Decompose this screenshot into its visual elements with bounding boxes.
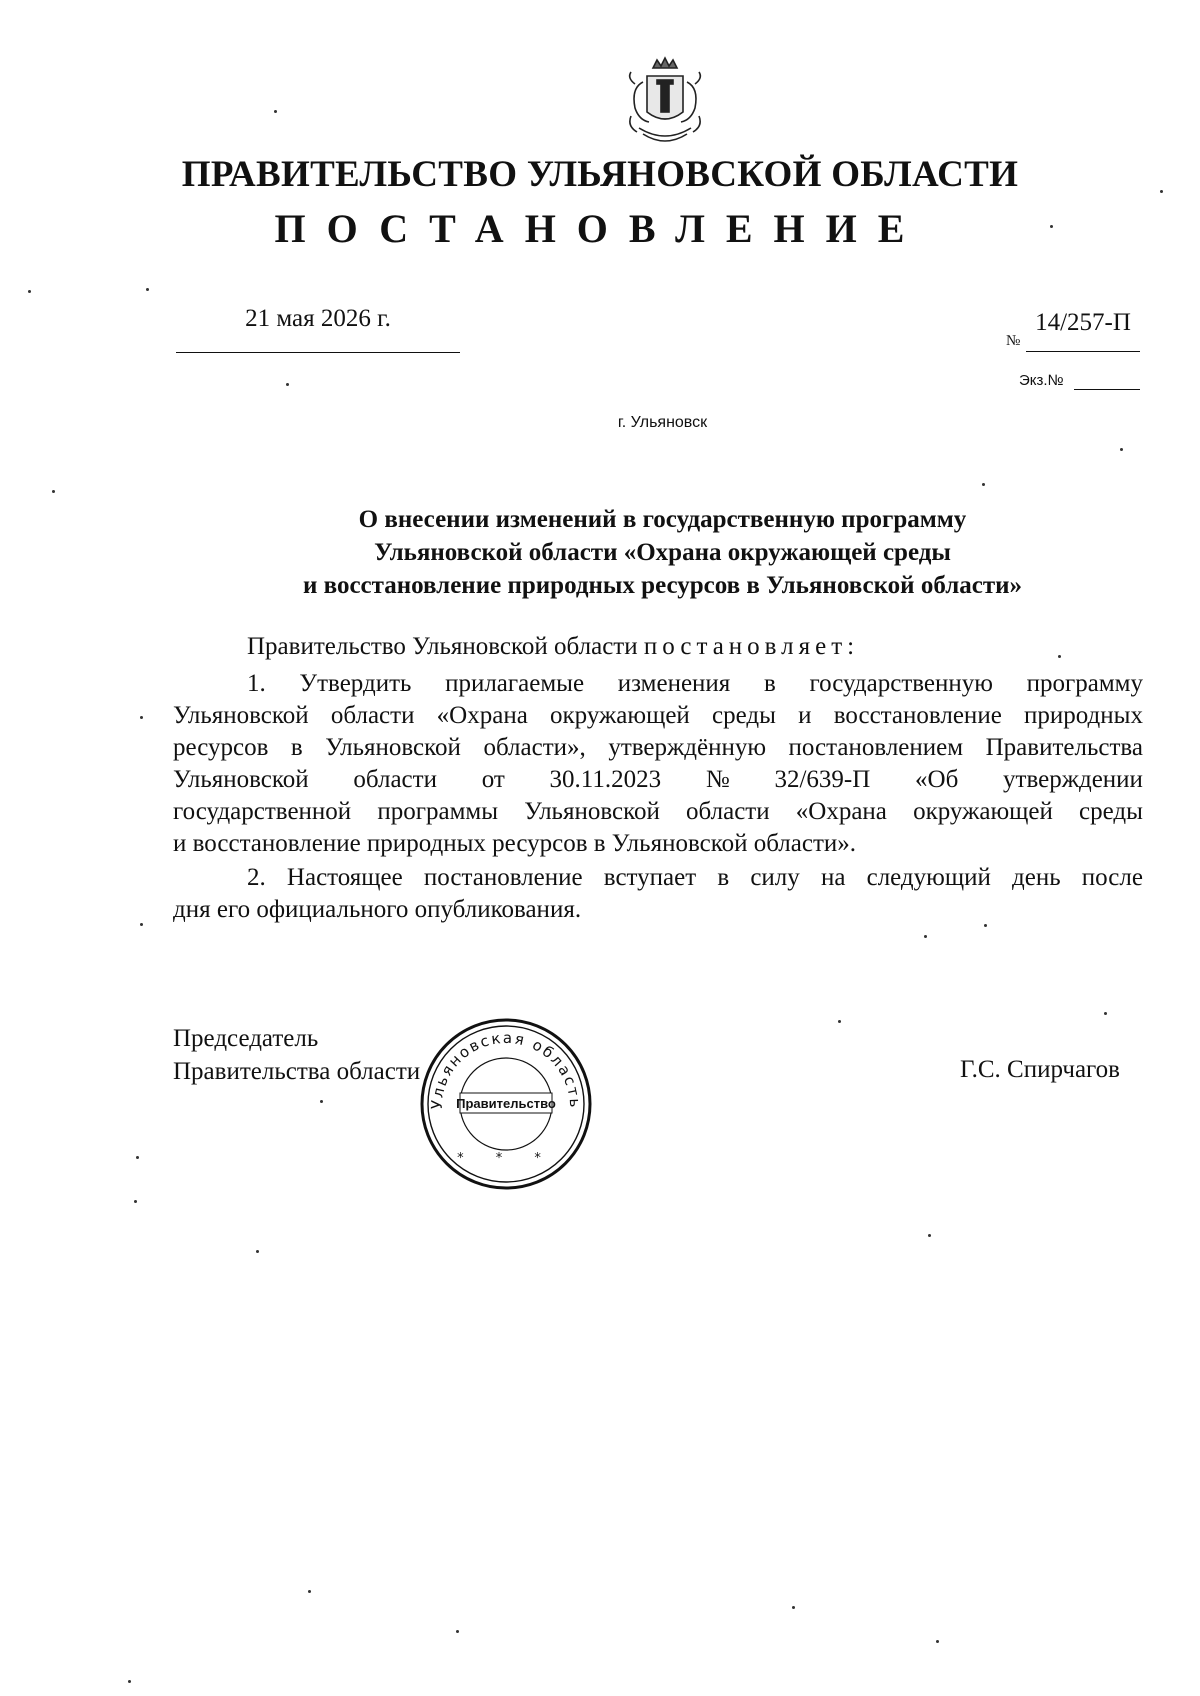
number-sign: № [1006,333,1021,349]
paragraph-line: Ульяновской области от 30.11.2023 № 32/639-П «Об утверждении [173,766,1143,793]
preamble-verb: постановляет: [643,633,860,660]
scan-speck [1058,655,1061,658]
organization-title: ПРАВИТЕЛЬСТВО УЛЬЯНОВСКОЙ ОБЛАСТИ [181,154,1019,195]
copy-number-underline [1074,389,1140,390]
paragraph-line: 2. Настоящее постановление вступает в силу на следующий день после [247,864,1143,891]
number-underline [1026,351,1140,352]
signatory-name: Г.С. Спирчагов [960,1056,1120,1083]
scan-speck [146,288,149,291]
scan-speck [456,1630,459,1633]
official-seal [418,1016,594,1192]
subject-line: Ульяновской области «Охрана окружающей среды [374,539,951,566]
preamble-lead: Правительство Ульяновской области [247,633,638,660]
document-type-title: ПОСТАНОВЛЕНИЕ [274,206,926,251]
scan-speck [286,383,289,386]
document-subject [200,503,1125,602]
paragraph-line: Ульяновской области «Охрана окружающей среды и восстановление природных [173,702,1143,729]
signatory-title-line: Правительства области [173,1058,421,1085]
scan-speck [982,483,985,486]
paragraph-line: государственной программы Ульяновской области «Охрана окружающей среды [173,798,1143,825]
seal-marks: * * * [457,1151,555,1166]
subject-line: и восстановление природных ресурсов в Ульяновской области» [302,572,1023,599]
copy-number-label: Экз.№ [1019,372,1064,389]
scan-speck [140,923,143,926]
date-underline [176,352,460,353]
scan-speck [1160,190,1163,193]
scan-speck [28,290,31,293]
scan-speck [308,1590,311,1593]
seal-ring-text: Ульяновская область [427,1028,585,1110]
signatory-title [173,1022,420,1088]
document-city: г. Ульяновск [617,414,708,431]
scan-speck [320,1100,323,1103]
scan-speck [838,1020,841,1023]
document-number: 14/257-П [1035,309,1131,336]
document-date: 21 мая 2026 г. [245,305,391,332]
scan-speck [140,716,143,719]
scan-speck [1050,225,1053,228]
scan-speck [128,1680,131,1683]
paragraph-line: ресурсов в Ульяновской области», утверждённую постановлением Правительства [173,734,1143,761]
scan-speck [1104,1012,1107,1015]
scan-speck [136,1156,139,1159]
scan-speck [792,1606,795,1609]
scan-speck [924,935,927,938]
paragraph-line: дня его официального опубликования. [173,896,582,923]
scan-speck [1120,448,1123,451]
subject-line: О внесении изменений в государственную программу [358,506,967,533]
seal-center-text: Правительство [456,1096,556,1111]
scan-speck [936,1640,939,1643]
scan-speck [256,1250,259,1253]
paragraph-1 [173,668,1143,860]
scan-speck [134,1200,137,1203]
preamble [247,633,859,661]
scan-speck [984,924,987,927]
paragraph-line: и восстановление природных ресурсов в Ульяновской области». [173,830,857,857]
scan-speck [52,490,55,493]
paragraph-2 [173,862,1143,926]
scan-speck [274,110,277,113]
signatory-title-line: Председатель [173,1025,319,1052]
coat-of-arms-icon [617,54,713,150]
scan-speck [928,1234,931,1237]
paragraph-line: 1. Утвердить прилагаемые изменения в государственную программу [247,670,1143,697]
